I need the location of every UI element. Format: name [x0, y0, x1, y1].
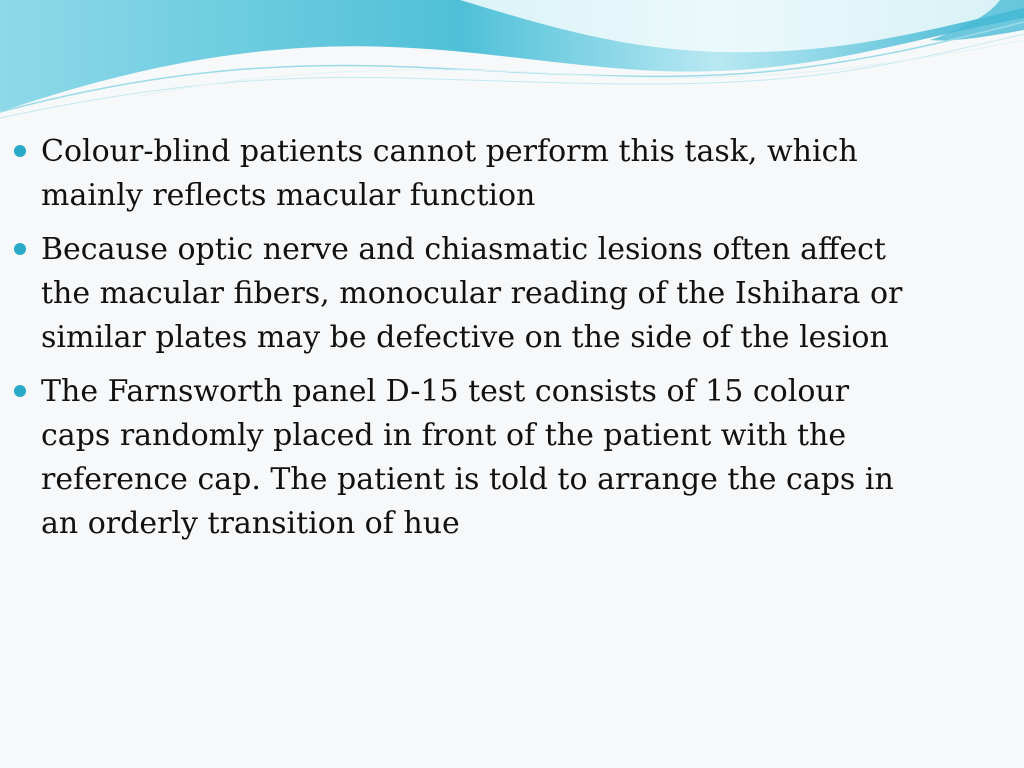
bullet-item	[14, 370, 914, 546]
header-wave-decoration	[0, 0, 1024, 130]
bullet-item	[14, 228, 914, 360]
bullet-dot-icon	[14, 145, 26, 157]
bullet-text: Because optic nerve and chiasmatic lesions often affect the macular fibers, monocular reading of the Ishihara or similar plates may be defective on the side of the lesion	[41, 232, 903, 355]
bullet-list	[14, 130, 914, 556]
bullet-dot-icon	[14, 243, 26, 255]
bullet-dot-icon	[14, 385, 26, 397]
bullet-text: Colour-blind patients cannot perform this task, which mainly reflects macular function	[41, 134, 858, 213]
bullet-item	[14, 130, 914, 218]
bullet-text: The Farnsworth panel D-15 test consists of 15 colour caps randomly placed in front of the patient with the reference cap. The patient is told to arrange the caps in an orderly transition of hue	[41, 374, 894, 541]
